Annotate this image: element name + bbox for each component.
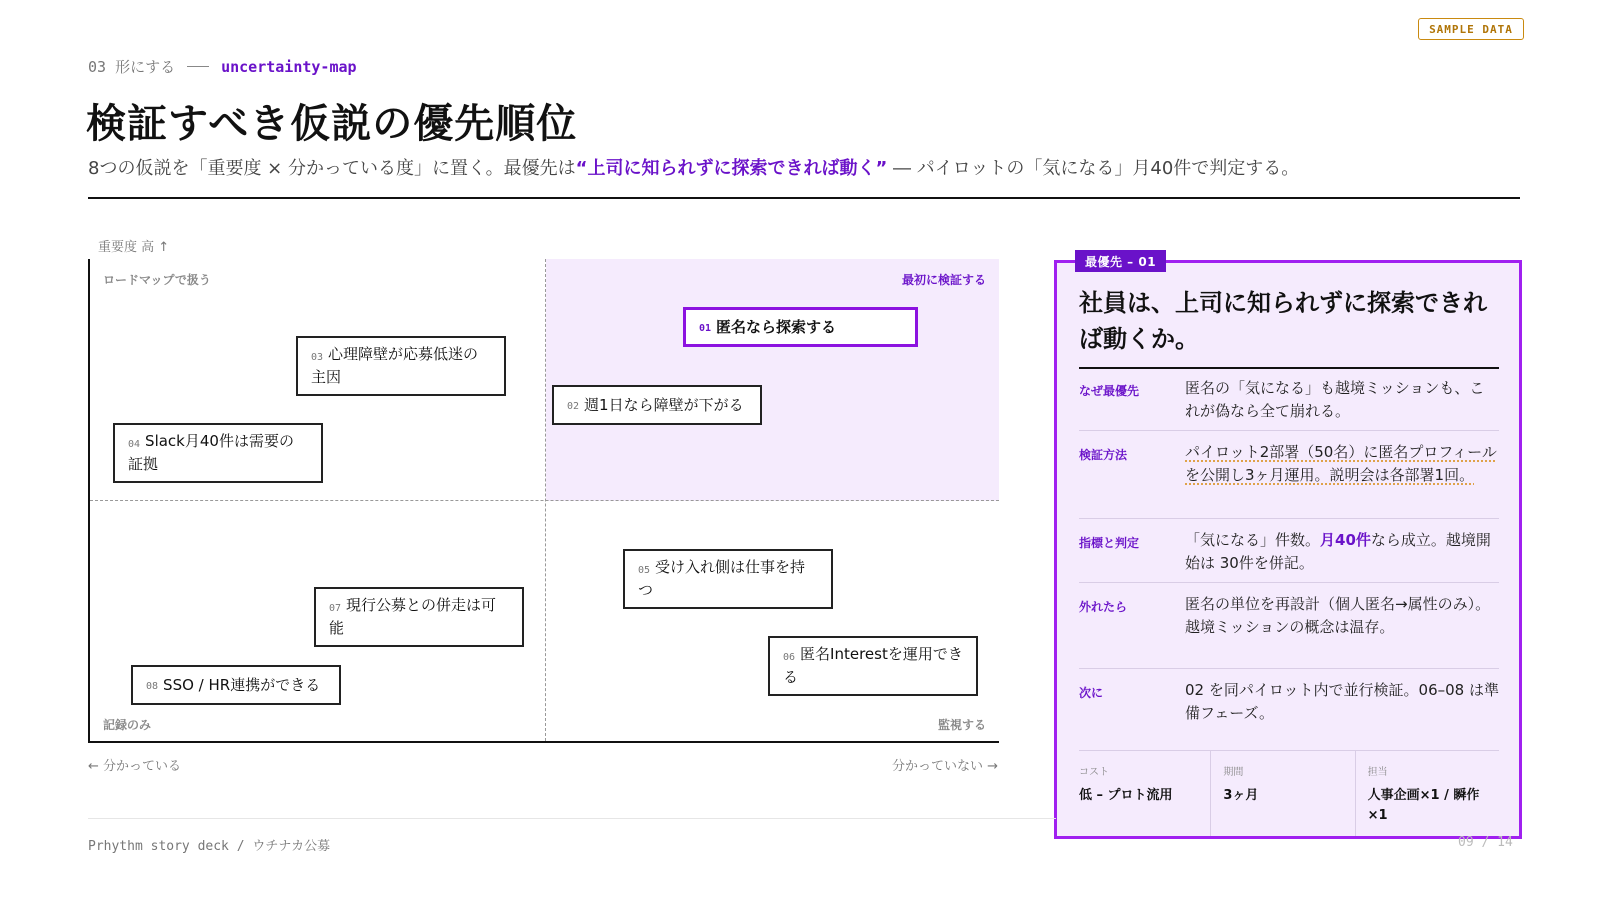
hypothesis-label: 心理障壁が応募低迷の主因: [311, 345, 479, 386]
row-key: なぜ最優先: [1079, 384, 1140, 398]
row-value: 02 を同パイロット内で並行検証。06–08 は準備フェーズ。: [1185, 681, 1499, 722]
hypothesis-label: Slack月40件は需要の証拠: [128, 432, 294, 473]
quadrant-label-top-left: ロードマップで扱う: [103, 273, 211, 287]
metric-pre: 「気になる」件数。: [1185, 531, 1321, 549]
card-row-why: [1079, 377, 1499, 431]
header-rule: [88, 197, 1520, 199]
card-title: 社員は、上司に知られずに探索できれば動くか。: [1079, 289, 1487, 353]
hypothesis-number: 02: [567, 400, 580, 412]
hypothesis-card-01[interactable]: [683, 307, 918, 347]
x-axis-label-left: ← 分かっている: [88, 759, 182, 774]
metric-target: 月40件: [1320, 531, 1371, 549]
sample-data-badge: SAMPLE DATA: [1418, 18, 1524, 40]
horizontal-divider: [90, 500, 999, 501]
meta-label: コスト: [1079, 767, 1109, 778]
page-title: 検証すべき仮説の優先順位: [86, 101, 578, 147]
hypothesis-label: 週1日なら障壁が下がる: [584, 395, 744, 414]
subtitle-after: ― パイロットの「気になる」月40件で判定する。: [887, 158, 1300, 179]
card-row-method: [1079, 441, 1499, 519]
hypothesis-number: 07: [329, 603, 342, 614]
subtitle-before: 8つの仮説を「重要度 × 分かっている度」に置く。最優先は: [88, 158, 576, 179]
row-value: 匿名の「気になる」も越境ミッションも、これが偽なら全て崩れる。: [1185, 379, 1485, 420]
card-row-metric: [1079, 529, 1499, 583]
section-label: 03 形にする: [88, 58, 176, 76]
metric-post: なら成立。越境開始は 30件を併記。: [1185, 531, 1491, 572]
card-row-next: [1079, 679, 1499, 735]
hypothesis-number: 04: [128, 439, 141, 450]
hypothesis-label: 現行公募との併走は可能: [329, 596, 497, 637]
y-axis-label: 重要度 高 ↑: [98, 240, 170, 255]
hypothesis-number: 08: [146, 680, 159, 692]
meta-label: 担当: [1367, 767, 1388, 778]
page-subtitle: [88, 154, 1299, 180]
footer-rule: [88, 818, 1056, 819]
row-value-underlined: パイロット2部署（50名）に匿名プロフィールを公開し3ヶ月運用。説明会は各部署1回。: [1185, 443, 1497, 484]
section-slug: uncertainty-map: [221, 57, 357, 76]
card-title-rule: [1079, 367, 1499, 369]
hypothesis-number: 05: [638, 565, 651, 576]
page-number: 09 / 14: [1458, 835, 1513, 850]
card-row-fallback: [1079, 593, 1499, 669]
quadrant-label-top-right: 最初に検証する: [901, 273, 986, 287]
row-key: 指標と判定: [1079, 536, 1140, 550]
meta-cost: [1079, 751, 1210, 836]
hypothesis-card-06[interactable]: [768, 636, 978, 696]
hypothesis-card-08[interactable]: [131, 665, 341, 705]
hypothesis-card-03[interactable]: [296, 336, 506, 396]
meta-value: 3ヶ月: [1223, 788, 1259, 803]
priority-tag: 最優先 – 01: [1075, 250, 1166, 272]
hypothesis-label: 匿名なら探索する: [716, 317, 837, 336]
hypothesis-card-07[interactable]: [314, 587, 524, 647]
meta-owner: [1355, 751, 1499, 836]
hypothesis-card-02[interactable]: [552, 385, 762, 425]
section-kicker: [88, 56, 357, 77]
hypothesis-number: 06: [783, 652, 796, 663]
y-axis-line: [88, 259, 90, 743]
hypothesis-card-04[interactable]: [113, 423, 323, 483]
hypothesis-card-05[interactable]: [623, 549, 833, 609]
priority-hypothesis-card: [1054, 254, 1522, 839]
x-axis-line: [88, 741, 999, 743]
meta-value: 低 – プロト流用: [1079, 788, 1173, 803]
row-value: [1185, 529, 1499, 582]
meta-value: 人事企画×1 / 瞬作×1: [1367, 788, 1480, 823]
meta-duration: [1210, 751, 1354, 836]
row-key: 検証方法: [1079, 448, 1128, 462]
quadrant-label-bottom-left: 記録のみ: [103, 718, 152, 732]
hypothesis-label: SSO / HR連携ができる: [163, 675, 321, 694]
hypothesis-label: 受け入れ側は仕事を持つ: [638, 558, 806, 599]
row-key: 外れたら: [1079, 600, 1128, 614]
quadrant-label-bottom-right: 監視する: [937, 718, 986, 732]
footer-deck-title: Prhythm story deck / ウチナカ公募: [88, 839, 331, 854]
uncertainty-map: [88, 259, 999, 743]
row-value: 匿名の単位を再設計（個人匿名→属性のみ）。越境ミッションの概念は温存。: [1185, 595, 1491, 636]
priority-quadrant-bg: [546, 259, 999, 501]
row-key: 次に: [1079, 686, 1104, 700]
hypothesis-number: 03: [311, 352, 324, 363]
row-value: [1185, 441, 1499, 518]
hypothesis-label: 匿名Interestを運用できる: [783, 645, 963, 686]
card-meta: [1079, 750, 1499, 836]
hypothesis-number: 01: [699, 322, 712, 334]
x-axis-label-right: 分かっていない →: [891, 759, 998, 774]
subtitle-highlight: “上司に知られずに探索できれば動く”: [575, 158, 888, 179]
kicker-divider: [187, 66, 209, 67]
meta-label: 期間: [1223, 767, 1244, 778]
